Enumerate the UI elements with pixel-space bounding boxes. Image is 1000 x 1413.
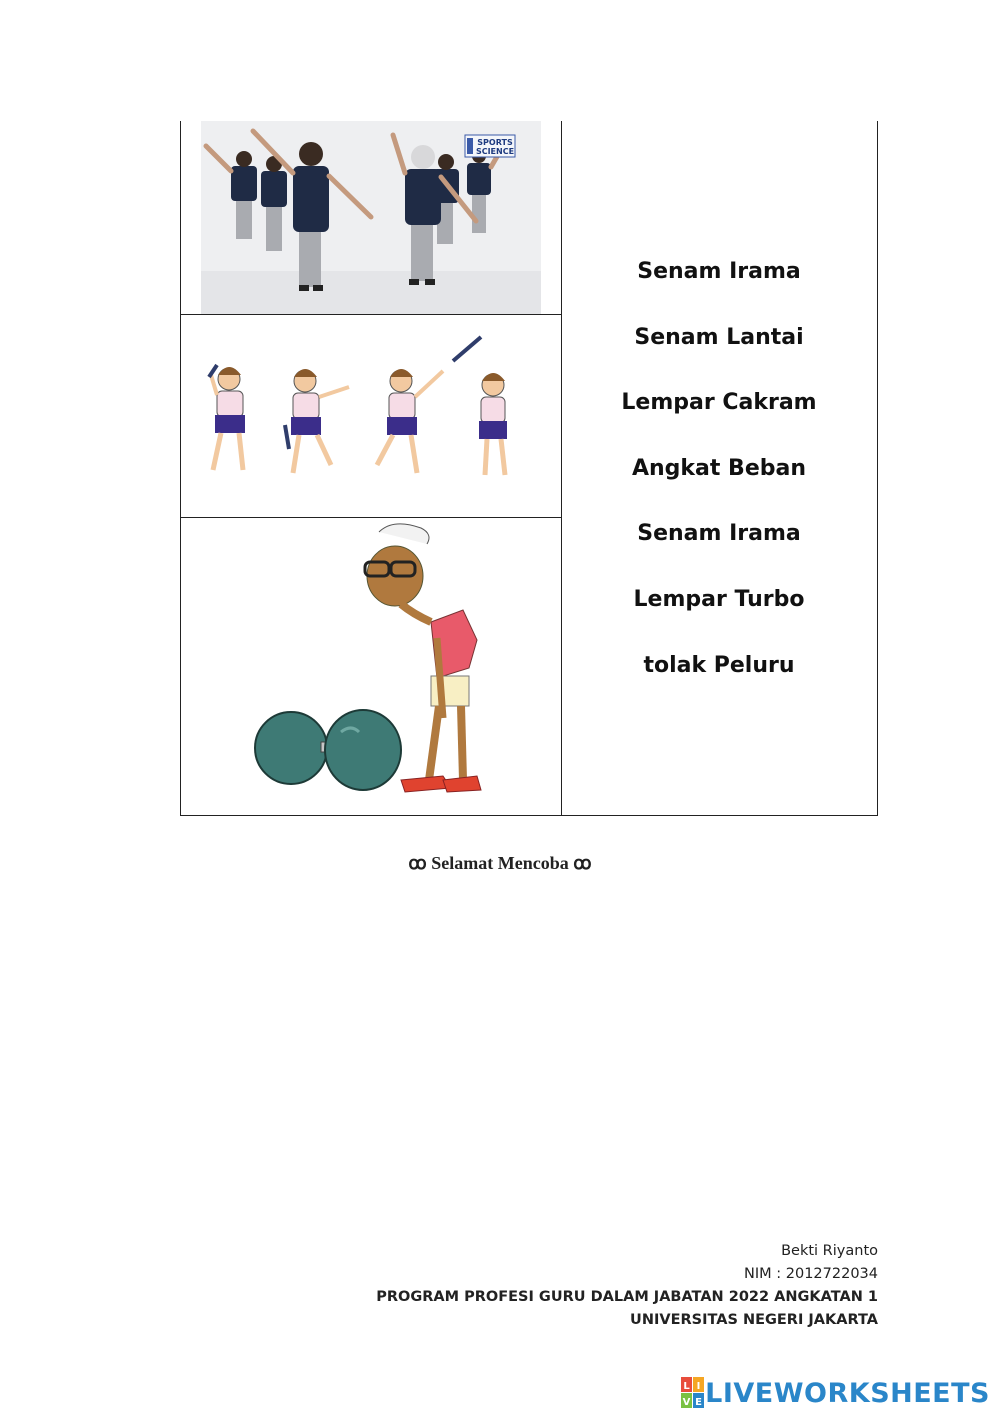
table-bottom-border xyxy=(560,815,878,816)
university-name: UNIVERSITAS NEGERI JAKARTA xyxy=(630,1312,878,1328)
answer-option-6[interactable]: Lempar Turbo xyxy=(633,586,805,612)
author-signature-block xyxy=(376,1240,878,1332)
table-right-border xyxy=(877,121,878,815)
svg-text:L: L xyxy=(683,1381,690,1392)
svg-text:V: V xyxy=(682,1397,691,1408)
picture-cell-2[interactable] xyxy=(181,315,561,518)
closing-message: ꝏ Selamat Mencoba ꝏ xyxy=(408,853,592,873)
weight-lifting-cartoon xyxy=(181,518,561,815)
group-dance-photo xyxy=(181,121,561,314)
liveworksheets-wordmark: LIVEWORKSHEETS xyxy=(705,1377,990,1409)
child-figure-1 xyxy=(209,365,245,470)
picture-cell-1[interactable] xyxy=(181,121,561,315)
picture-column xyxy=(180,121,562,816)
worksheet-table xyxy=(180,121,878,816)
child-figure-3 xyxy=(377,337,481,473)
answer-option-5[interactable]: Senam Irama xyxy=(637,521,801,547)
child-figure-4 xyxy=(479,373,507,475)
sports-logo-line1: SPORTS xyxy=(477,138,513,147)
picture-cell-3[interactable] xyxy=(181,518,561,815)
dumbbell xyxy=(255,710,401,790)
answer-options-list xyxy=(561,251,877,710)
answer-option-7[interactable]: tolak Peluru xyxy=(643,652,795,678)
liveworksheets-logo-icon xyxy=(681,1377,705,1409)
turbo-throw-illustration xyxy=(181,315,561,517)
svg-text:I: I xyxy=(696,1381,701,1392)
author-name: Bekti Riyanto xyxy=(781,1243,878,1259)
answer-option-3[interactable]: Lempar Cakram xyxy=(621,390,817,416)
svg-text:E: E xyxy=(695,1397,703,1408)
sports-science-logo xyxy=(465,135,515,157)
answer-option-2[interactable]: Senam Lantai xyxy=(634,324,804,350)
author-nim: NIM : 2012722034 xyxy=(744,1266,878,1282)
sports-logo-line2: SCIENCE xyxy=(475,147,515,156)
program-name: PROGRAM PROFESI GURU DALAM JABATAN 2022 ANGKATAN 1 xyxy=(376,1289,878,1305)
answer-option-1[interactable]: Senam Irama xyxy=(637,259,801,284)
child-figure-2 xyxy=(285,369,349,473)
liveworksheets-brand xyxy=(681,1375,990,1411)
answer-option-4[interactable]: Angkat Beban xyxy=(631,455,807,481)
